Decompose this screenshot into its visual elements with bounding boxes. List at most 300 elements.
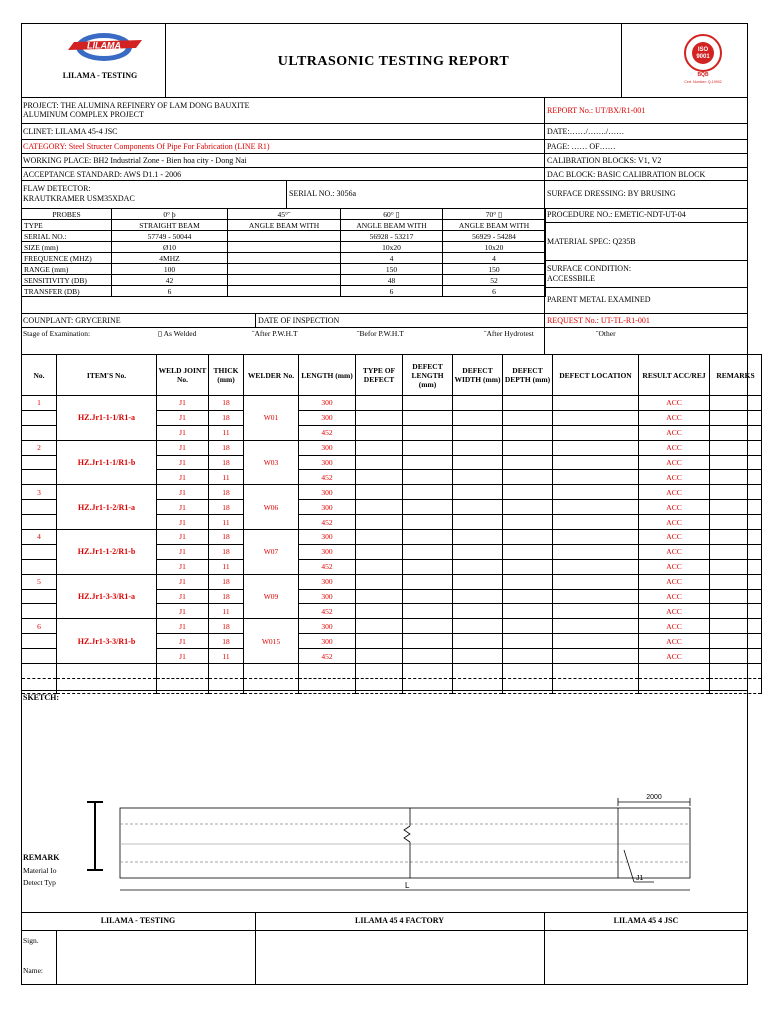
probe-row xyxy=(22,253,546,264)
result: ACC xyxy=(639,604,710,619)
probe-param-label: TYPE xyxy=(22,220,112,231)
weld-joint: J1 xyxy=(157,485,209,500)
empty-cell xyxy=(553,425,639,440)
row-no xyxy=(22,559,57,574)
empty-cell xyxy=(553,589,639,604)
empty-cell xyxy=(299,678,356,693)
page-field: PAGE: …… OF…… xyxy=(547,142,616,151)
project-line-2: ALUMINUM COMPLEX PROJECT xyxy=(23,110,144,119)
footer-lilama-jsc: LILAMA 45 4 JSC xyxy=(613,916,679,925)
result: ACC xyxy=(639,649,710,664)
remarks-cell xyxy=(710,440,762,455)
header-divider-right xyxy=(621,23,622,97)
length: 300 xyxy=(299,544,356,559)
empty-cell xyxy=(453,455,503,470)
welder-number: W03 xyxy=(244,440,299,485)
empty-cell xyxy=(356,574,403,589)
empty-cell xyxy=(553,470,639,485)
probe-value: 10x20 xyxy=(443,242,546,253)
empty-cell xyxy=(503,396,553,411)
empty-cell xyxy=(356,664,403,679)
row-no xyxy=(22,649,57,664)
col-result: RESULT ACC/REJ xyxy=(639,355,710,396)
parent-metal: PARENT METAL EXAMINED xyxy=(547,295,651,304)
length: 452 xyxy=(299,649,356,664)
empty-cell xyxy=(356,485,403,500)
result: ACC xyxy=(639,500,710,515)
empty-cell xyxy=(299,664,356,679)
weld-joint: J1 xyxy=(157,589,209,604)
probe-value: 56929 - 54284 xyxy=(443,231,546,242)
result: ACC xyxy=(639,530,710,545)
empty-cell xyxy=(503,455,553,470)
row-no: 4 xyxy=(22,530,57,545)
row-no xyxy=(22,455,57,470)
empty-cell xyxy=(503,425,553,440)
empty-cell xyxy=(453,589,503,604)
sketch-label: SKETCH: xyxy=(23,693,60,702)
empty-cell xyxy=(710,678,762,693)
empty-cell xyxy=(503,574,553,589)
working-place: WORKING PLACE: BH2 Industrial Zone - Bien hoa city - Dong Nai xyxy=(23,156,247,165)
probe-param-label: SIZE (mm) xyxy=(22,242,112,253)
remarks-cell xyxy=(710,619,762,634)
col-weld-joint: WELD JOINT No. xyxy=(157,355,209,396)
col-type-defect: TYPE OF DEFECT xyxy=(356,355,403,396)
length: 300 xyxy=(299,396,356,411)
empty-cell xyxy=(453,425,503,440)
empty-cell xyxy=(453,574,503,589)
result: ACC xyxy=(639,396,710,411)
empty-cell xyxy=(403,455,453,470)
table-row xyxy=(22,619,762,634)
calibration-blocks: CALIBRATION BLOCKS: V1, V2 xyxy=(547,156,662,165)
item-number: HZ.Jr1-1-1/R1-b xyxy=(57,440,157,485)
probe-value xyxy=(228,275,341,286)
date-of-inspection: DATE OF INSPECTION xyxy=(258,316,340,325)
empty-cell xyxy=(553,634,639,649)
remarks-cell xyxy=(710,455,762,470)
length: 300 xyxy=(299,634,356,649)
footer-lilama-factory: LILAMA 45 4 FACTORY xyxy=(355,916,444,925)
weld-joint: J1 xyxy=(157,396,209,411)
col-defect-width: DEFECT WIDTH (mm) xyxy=(453,355,503,396)
remarks-cell xyxy=(710,604,762,619)
category: CATEGORY: Steel Structer Components Of Pipe For Fabrication (LINE R1) xyxy=(23,142,270,151)
row-no xyxy=(22,634,57,649)
thickness: 18 xyxy=(209,485,244,500)
length: 300 xyxy=(299,485,356,500)
procedure-number: PROCEDURE NO.: EMETIC-NDT-UT-04 xyxy=(547,210,686,219)
length: 300 xyxy=(299,410,356,425)
empty-cell xyxy=(403,589,453,604)
length: 300 xyxy=(299,440,356,455)
probe-value: 6 xyxy=(341,286,443,297)
results-header-row xyxy=(22,355,762,396)
row-no xyxy=(22,604,57,619)
row-no xyxy=(22,500,57,515)
row-no xyxy=(22,515,57,530)
weld-joint: J1 xyxy=(157,619,209,634)
length: 300 xyxy=(299,455,356,470)
weld-joint: J1 xyxy=(157,604,209,619)
table-row-empty xyxy=(22,664,762,679)
table-row xyxy=(22,440,762,455)
col-length: LENGTH (mm) xyxy=(299,355,356,396)
probe-row xyxy=(22,220,546,231)
empty-cell xyxy=(553,485,639,500)
thickness: 11 xyxy=(209,515,244,530)
probe-value: Ø10 xyxy=(112,242,228,253)
col-item: ITEM'S No. xyxy=(57,355,157,396)
empty-cell xyxy=(553,649,639,664)
probe-value: 56928 - 53217 xyxy=(341,231,443,242)
remarks-label: REMARK xyxy=(23,853,60,862)
probe-value: 10x20 xyxy=(341,242,443,253)
probe-value: 52 xyxy=(443,275,546,286)
length: 452 xyxy=(299,559,356,574)
client: CLINET: LILAMA 45-4 JSC xyxy=(23,127,118,136)
empty-cell xyxy=(244,678,299,693)
empty-cell xyxy=(403,634,453,649)
empty-cell xyxy=(553,574,639,589)
probe-value: STRAIGHT BEAM xyxy=(112,220,228,231)
row-no: 6 xyxy=(22,619,57,634)
remarks-cell xyxy=(710,515,762,530)
row-no xyxy=(22,589,57,604)
inspection-results-table xyxy=(21,354,762,694)
empty-cell xyxy=(244,664,299,679)
empty-cell xyxy=(22,678,57,693)
empty-cell xyxy=(453,410,503,425)
weld-joint: J1 xyxy=(157,559,209,574)
length: 452 xyxy=(299,515,356,530)
empty-cell xyxy=(453,678,503,693)
empty-cell xyxy=(453,664,503,679)
probe-value: ANGLE BEAM WITH xyxy=(341,220,443,231)
empty-cell xyxy=(503,530,553,545)
empty-cell xyxy=(453,604,503,619)
probe-value: 6 xyxy=(443,286,546,297)
request-number: REQUEST No.: UT-TL-R1-001 xyxy=(547,316,650,325)
probe-value: 100 xyxy=(112,264,228,275)
empty-cell xyxy=(553,604,639,619)
weld-joint: J1 xyxy=(157,455,209,470)
probe-param-label: SERIAL NO.: xyxy=(22,231,112,242)
lilama-logo xyxy=(60,30,150,64)
flaw-detector-model: KRAUTKRAMER USM35XDAC xyxy=(23,194,135,203)
dim-j1: J1 xyxy=(636,875,644,882)
table-row xyxy=(22,530,762,545)
empty-cell xyxy=(553,410,639,425)
result: ACC xyxy=(639,619,710,634)
thickness: 18 xyxy=(209,396,244,411)
table-row xyxy=(22,574,762,589)
empty-cell xyxy=(553,530,639,545)
empty-cell xyxy=(57,678,157,693)
col-defect-depth: DEFECT DEPTH (mm) xyxy=(503,355,553,396)
empty-cell xyxy=(356,544,403,559)
row-no xyxy=(22,470,57,485)
weld-joint: J1 xyxy=(157,544,209,559)
length: 300 xyxy=(299,500,356,515)
empty-cell xyxy=(503,678,553,693)
sketch-drawing xyxy=(80,790,720,900)
result: ACC xyxy=(639,574,710,589)
probe-value: 57749 - 50044 xyxy=(112,231,228,242)
empty-cell xyxy=(453,649,503,664)
weld-joint: J1 xyxy=(157,500,209,515)
probes-table xyxy=(21,208,546,297)
remarks-cell xyxy=(710,649,762,664)
welder-number: W015 xyxy=(244,619,299,664)
empty-cell xyxy=(553,396,639,411)
empty-cell xyxy=(503,559,553,574)
name-label: Name: xyxy=(23,966,43,975)
empty-cell xyxy=(209,664,244,679)
empty-cell xyxy=(453,544,503,559)
table-row xyxy=(22,485,762,500)
empty-cell xyxy=(639,678,710,693)
probe-row xyxy=(22,264,546,275)
probe-value: 150 xyxy=(443,264,546,275)
item-number: HZ.Jr1-3-3/R1-b xyxy=(57,619,157,664)
empty-cell xyxy=(503,589,553,604)
empty-cell xyxy=(453,559,503,574)
svg-text:LILAMA: LILAMA xyxy=(87,40,121,51)
detect-type-label: Detect Typ xyxy=(23,878,56,887)
result: ACC xyxy=(639,544,710,559)
row-no: 1 xyxy=(22,396,57,411)
empty-cell xyxy=(553,455,639,470)
empty-cell xyxy=(403,470,453,485)
footer-lilama-testing: LILAMA - TESTING xyxy=(100,916,176,925)
result: ACC xyxy=(639,485,710,500)
col-defect-length: DEFECT LENGTH (mm) xyxy=(403,355,453,396)
couplant: COUNPLANT: GRYCERINE xyxy=(23,316,121,325)
empty-cell xyxy=(503,544,553,559)
material-spec: MATERIAL SPEC: Q235B xyxy=(547,237,636,246)
stage-after-pwht: ˝After P.W.H.T xyxy=(252,329,298,338)
svg-text:BQB: BQB xyxy=(697,72,709,78)
probe-value: 4 xyxy=(443,253,546,264)
report-title: ULTRASONIC TESTING REPORT xyxy=(277,54,510,69)
empty-cell xyxy=(553,559,639,574)
dim-l: L xyxy=(405,881,410,890)
empty-cell xyxy=(453,500,503,515)
empty-cell xyxy=(22,664,57,679)
empty-cell xyxy=(553,440,639,455)
empty-cell xyxy=(503,410,553,425)
weld-joint: J1 xyxy=(157,634,209,649)
remarks-cell xyxy=(710,485,762,500)
empty-cell xyxy=(403,396,453,411)
empty-cell xyxy=(503,485,553,500)
surface-dressing: SURFACE DRESSING: BY BRUSING xyxy=(547,189,676,198)
empty-cell xyxy=(356,500,403,515)
empty-cell xyxy=(356,649,403,664)
acceptance-standard: ACCEPTANCE STANDARD: AWS D1.1 - 2006 xyxy=(23,170,182,179)
empty-cell xyxy=(503,440,553,455)
result: ACC xyxy=(639,515,710,530)
item-number: HZ.Jr1-1-2/R1-b xyxy=(57,530,157,575)
remarks-cell xyxy=(710,574,762,589)
empty-cell xyxy=(356,619,403,634)
weld-joint: J1 xyxy=(157,425,209,440)
probe-row xyxy=(22,275,546,286)
result: ACC xyxy=(639,634,710,649)
empty-cell xyxy=(453,440,503,455)
empty-cell xyxy=(453,396,503,411)
probe-row xyxy=(22,231,546,242)
empty-cell xyxy=(403,678,453,693)
col-no: No. xyxy=(22,355,57,396)
empty-cell xyxy=(553,515,639,530)
empty-cell xyxy=(356,425,403,440)
thickness: 18 xyxy=(209,634,244,649)
svg-text:Cert. Number: Q-19902: Cert. Number: Q-19902 xyxy=(684,80,722,84)
col-thick: THICK (mm) xyxy=(209,355,244,396)
empty-cell xyxy=(503,664,553,679)
probe-value xyxy=(228,286,341,297)
probe-value: ANGLE BEAM WITH xyxy=(443,220,546,231)
thickness: 18 xyxy=(209,589,244,604)
probe-value: 4MHZ xyxy=(112,253,228,264)
remarks-cell xyxy=(710,634,762,649)
empty-cell xyxy=(403,604,453,619)
probe-param-label: RANGE (mm) xyxy=(22,264,112,275)
header-bottom-line xyxy=(21,97,748,98)
date-field: DATE:……/……./…… xyxy=(547,127,625,136)
probe-value: 42 xyxy=(112,275,228,286)
svg-text:9001: 9001 xyxy=(696,54,710,60)
empty-cell xyxy=(403,664,453,679)
remarks-cell xyxy=(710,425,762,440)
row-no: 5 xyxy=(22,574,57,589)
thickness: 18 xyxy=(209,500,244,515)
probe-param-label: TRANSFER (DB) xyxy=(22,286,112,297)
item-number: HZ.Jr1-1-1/R1-a xyxy=(57,396,157,441)
result: ACC xyxy=(639,589,710,604)
length: 452 xyxy=(299,604,356,619)
remarks-cell xyxy=(710,396,762,411)
thickness: 11 xyxy=(209,559,244,574)
thickness: 11 xyxy=(209,425,244,440)
empty-cell xyxy=(356,559,403,574)
weld-joint: J1 xyxy=(157,470,209,485)
empty-cell xyxy=(356,515,403,530)
row-no: 3 xyxy=(22,485,57,500)
empty-cell xyxy=(710,664,762,679)
result: ACC xyxy=(639,425,710,440)
stage-before-pwht: ˝Befor P.W.H.T xyxy=(357,329,404,338)
thickness: 18 xyxy=(209,574,244,589)
length: 452 xyxy=(299,470,356,485)
item-number: HZ.Jr1-3-3/R1-a xyxy=(57,574,157,619)
dim-2000: 2000 xyxy=(646,794,662,801)
flaw-detector-label: FLAW DETECTOR: xyxy=(23,184,91,193)
probe-row xyxy=(22,286,546,297)
empty-cell xyxy=(403,425,453,440)
remarks-cell xyxy=(710,589,762,604)
probe-row xyxy=(22,242,546,253)
thickness: 18 xyxy=(209,440,244,455)
empty-cell xyxy=(403,530,453,545)
probe-value: 150 xyxy=(341,264,443,275)
weld-joint: J1 xyxy=(157,410,209,425)
remarks-cell xyxy=(710,559,762,574)
empty-cell xyxy=(403,440,453,455)
result: ACC xyxy=(639,440,710,455)
probe-value xyxy=(228,231,341,242)
dac-block: DAC BLOCK: BASIC CALIBRATION BLOCK xyxy=(547,170,706,179)
empty-cell xyxy=(503,649,553,664)
empty-cell xyxy=(453,515,503,530)
length: 300 xyxy=(299,530,356,545)
weld-joint: J1 xyxy=(157,574,209,589)
thickness: 18 xyxy=(209,530,244,545)
stage-as-welded: ▯ As Welded xyxy=(158,329,197,338)
row-no xyxy=(22,410,57,425)
thickness: 11 xyxy=(209,649,244,664)
empty-cell xyxy=(453,634,503,649)
empty-cell xyxy=(503,515,553,530)
empty-cell xyxy=(403,619,453,634)
serial-number: SERIAL NO.: 3056a xyxy=(289,189,357,198)
thickness: 18 xyxy=(209,410,244,425)
table-row-empty xyxy=(22,678,762,693)
row-no xyxy=(22,425,57,440)
probes-header-row: PROBES 0° þ 45°˝ 60° ▯ 70° ▯ xyxy=(22,209,546,220)
iso-9001-seal xyxy=(680,33,726,85)
result: ACC xyxy=(639,559,710,574)
row-no: 2 xyxy=(22,440,57,455)
sign-label: Sign. xyxy=(23,936,39,945)
empty-cell xyxy=(403,649,453,664)
empty-cell xyxy=(403,500,453,515)
material-id-label: Material Io xyxy=(23,866,57,875)
empty-cell xyxy=(356,530,403,545)
probe-param-label: SENSITIVITY (DB) xyxy=(22,275,112,286)
stage-after-hydrotest: ˝After Hydrotest xyxy=(484,329,534,338)
empty-cell xyxy=(553,619,639,634)
empty-cell xyxy=(553,678,639,693)
empty-cell xyxy=(403,559,453,574)
weld-joint: J1 xyxy=(157,530,209,545)
empty-cell xyxy=(453,619,503,634)
empty-cell xyxy=(57,664,157,679)
thickness: 18 xyxy=(209,619,244,634)
probe-value xyxy=(228,242,341,253)
probe-value xyxy=(228,264,341,275)
result: ACC xyxy=(639,470,710,485)
empty-cell xyxy=(356,455,403,470)
result: ACC xyxy=(639,455,710,470)
length: 300 xyxy=(299,619,356,634)
report-number: REPORT No.: UT/BX/R1-001 xyxy=(547,106,646,115)
thickness: 18 xyxy=(209,455,244,470)
empty-cell xyxy=(157,664,209,679)
empty-cell xyxy=(356,634,403,649)
empty-cell xyxy=(453,470,503,485)
item-number: HZ.Jr1-1-2/R1-a xyxy=(57,485,157,530)
empty-cell xyxy=(553,664,639,679)
empty-cell xyxy=(356,440,403,455)
empty-cell xyxy=(356,470,403,485)
svg-text:ISO: ISO xyxy=(697,47,709,53)
empty-cell xyxy=(503,604,553,619)
surface-condition-value: ACCESSBILE xyxy=(547,274,596,283)
